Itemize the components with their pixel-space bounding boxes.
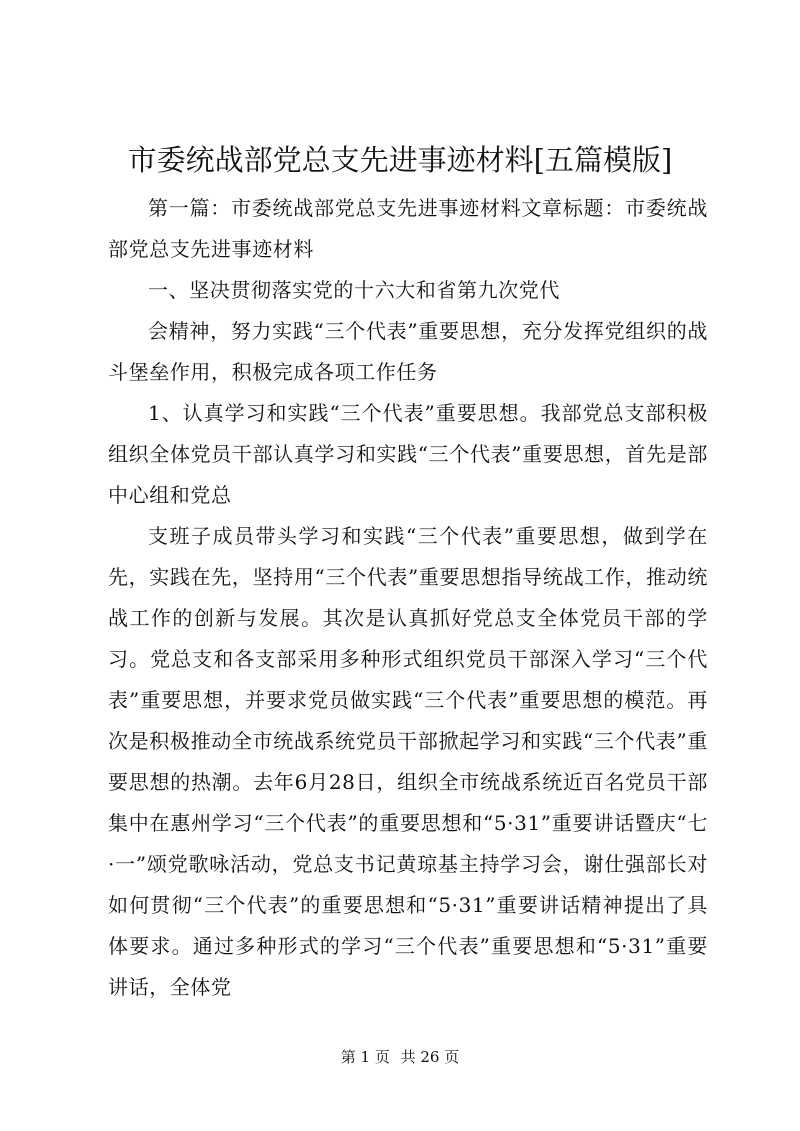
page-number: 第 1 页 <box>340 1048 390 1066</box>
paragraph-2: 一、坚决贯彻落实党的十六大和省第九次党代 <box>148 278 560 302</box>
paragraph-1: 第一篇：市委统战部党总支先进事迹材料文章标题：市委统战部党总支先进事迹材料 <box>108 196 708 261</box>
paragraph-3: 会精神，努力实践“三个代表”重要思想，充分发挥党组织的战斗堡垒作用，积极完成各项工作任务 <box>108 319 708 384</box>
paragraph-4: 1、认真学习和实践“三个代表”重要思想。我部党总支部积极组织全体党员干部认真学习和实践“三个代表”重要思想，首先是部中心组和党总 <box>108 401 708 507</box>
document-body <box>108 188 708 1008</box>
page-total: 共 26 页 <box>400 1048 460 1066</box>
document-title: 市委统战部党总支先进事迹材料[五篇模版] <box>127 143 673 177</box>
page-footer <box>0 1047 800 1067</box>
paragraph-5: 支班子成员带头学习和实践“三个代表”重要思想，做到学在先，实践在先，坚持用“三个代表”重要思想指导统战工作，推动统战工作的创新与发展。其次是认真抓好党总支全体党员干部的学习。党总支和各支部采用多种形式组织党员干部深入学习“三个代表”重要思想，并要求党员做实践“三个代表”重要思想的模范。再次是积极推动全市统战系统党员干部掀起学习和实践“三个代表”重要思想的热潮。去年6月28日，组织全市统战系统近百名党员干部集中在惠州学习“三个代表”的重要思想和“5·31”重要讲话暨庆“七·一”颂党歌咏活动，党总支书记黄琼基主持学习会，谢仕强部长对如何贯彻“三个代表”的重要思想和“5·31”重要讲话精神提出了具体要求。通过多种形式的学习“三个代表”重要思想和“5·31”重要讲话，全体党 <box>108 524 708 999</box>
